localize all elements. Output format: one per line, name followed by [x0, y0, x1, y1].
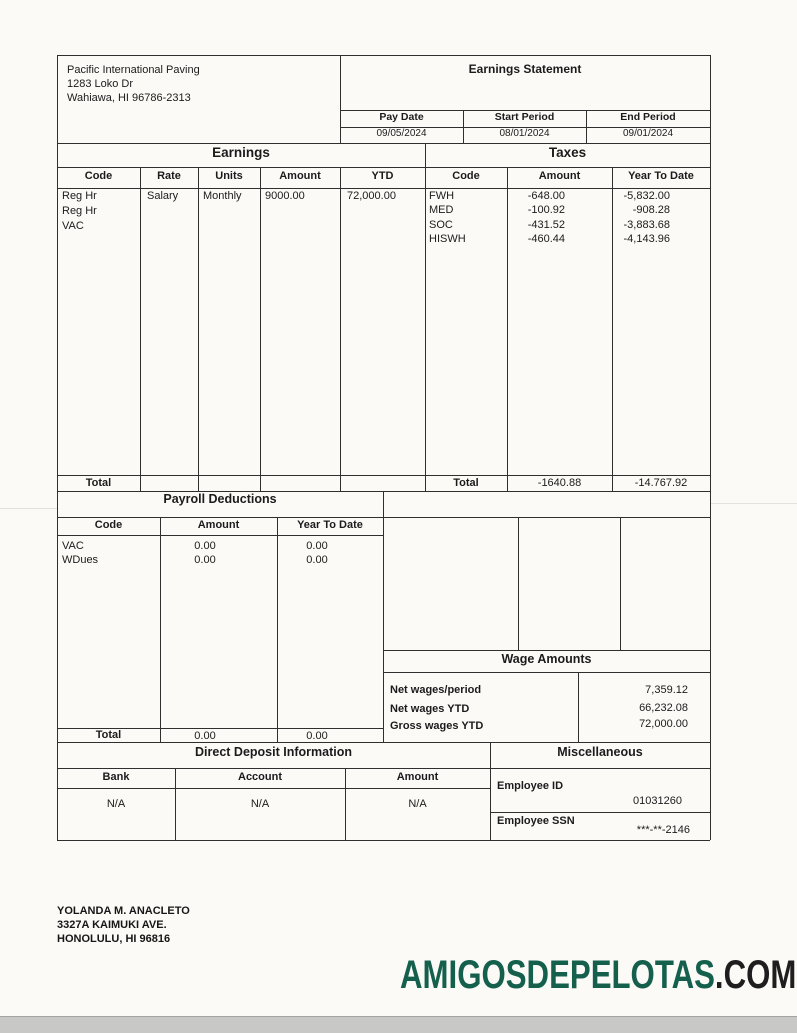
earnings-header-rate: Rate	[157, 170, 181, 182]
scan-edge-strip	[0, 1016, 797, 1033]
table-border	[620, 517, 621, 650]
earnings-cell-code: Reg Hr	[62, 190, 97, 202]
table-border	[57, 788, 490, 789]
taxes-cell-ytd: -5,832.00	[623, 190, 670, 202]
table-border	[57, 840, 710, 841]
dd-header-bank: Bank	[102, 771, 130, 783]
table-border	[490, 812, 710, 813]
company-address-line1: 1283 Loko Dr	[67, 78, 134, 90]
dd-cell-amount: N/A	[408, 798, 427, 810]
earnings-cell-ytd: 72,000.00	[347, 190, 396, 202]
pay-date-value: 09/05/2024	[376, 128, 427, 139]
deductions-cell-code: VAC	[62, 540, 84, 552]
dd-header-account: Account	[238, 771, 282, 783]
taxes-total-amount: -1640.88	[537, 477, 582, 489]
table-border	[260, 167, 261, 491]
deductions-header-code: Code	[94, 519, 123, 531]
earnings-cell-amount: 9000.00	[265, 190, 305, 202]
end-period-label: End Period	[620, 111, 676, 123]
earnings-section-title: Earnings	[212, 145, 270, 160]
deductions-total-ytd: 0.00	[306, 730, 328, 742]
earnings-cell-units: Monthly	[203, 190, 242, 202]
scan-crease	[710, 503, 797, 504]
table-border	[518, 517, 519, 650]
table-border	[710, 55, 711, 840]
deductions-cell-amount: 0.00	[194, 554, 216, 566]
start-period-label: Start Period	[494, 111, 555, 123]
table-border	[340, 167, 341, 491]
taxes-total-label: Total	[453, 477, 479, 489]
wage-row-label: Net wages YTD	[390, 703, 470, 715]
employee-id-label: Employee ID	[497, 780, 564, 792]
taxes-cell-code: FWH	[429, 190, 455, 202]
company-name: Pacific International Paving	[67, 64, 200, 76]
direct-deposit-section-title: Direct Deposit Information	[195, 745, 352, 759]
deductions-section-title: Payroll Deductions	[163, 492, 277, 506]
deductions-header-amount: Amount	[197, 519, 240, 531]
taxes-cell-ytd: -908.28	[632, 204, 670, 216]
taxes-cell-ytd: -3,883.68	[623, 219, 670, 231]
earnings-cell-code: Reg Hr	[62, 205, 97, 217]
taxes-cell-ytd: -4,143.96	[623, 233, 670, 245]
table-border	[198, 167, 199, 491]
wage-row-value: 7,359.12	[645, 684, 688, 696]
deductions-cell-ytd: 0.00	[306, 540, 328, 552]
employee-ssn-value: ***-**-2146	[636, 824, 690, 836]
misc-section-title: Miscellaneous	[557, 745, 643, 759]
earnings-header-ytd: YTD	[371, 170, 394, 182]
company-address-line2: Wahiawa, HI 96786-2313	[67, 92, 191, 104]
table-border	[383, 650, 710, 651]
wage-row-value: 72,000.00	[639, 718, 688, 730]
table-border	[57, 143, 710, 144]
taxes-header-code: Code	[452, 170, 480, 182]
watermark	[400, 953, 797, 998]
recipient-name: YOLANDA M. ANACLETO	[57, 905, 190, 917]
taxes-cell-amount: -460.44	[527, 233, 565, 245]
table-border	[425, 143, 426, 491]
taxes-cell-code: SOC	[429, 219, 453, 231]
watermark-site-name: AMIGOSDEPELOTAS	[400, 953, 715, 997]
wage-row-label: Gross wages YTD	[390, 720, 484, 732]
employee-ssn-label: Employee SSN	[497, 815, 575, 827]
earnings-cell-rate: Salary	[147, 190, 179, 202]
table-border	[383, 672, 710, 673]
table-border	[140, 167, 141, 491]
taxes-cell-amount: -648.00	[527, 190, 565, 202]
recipient-address-line2: HONOLULU, HI 96816	[57, 933, 171, 945]
deductions-cell-code: WDues	[62, 554, 99, 566]
taxes-total-ytd: -14.767.92	[634, 477, 688, 489]
deductions-header-ytd: Year To Date	[297, 519, 363, 531]
deductions-cell-ytd: 0.00	[306, 554, 328, 566]
taxes-cell-code: MED	[429, 204, 454, 216]
taxes-header-ytd: Year To Date	[628, 170, 694, 182]
earnings-header-amount: Amount	[279, 170, 321, 182]
end-period-value: 09/01/2024	[622, 128, 674, 139]
deductions-total-amount: 0.00	[194, 730, 216, 742]
table-border	[57, 768, 710, 769]
deductions-cell-amount: 0.00	[194, 540, 216, 552]
recipient-address-line1: 3327A KAIMUKI AVE.	[57, 919, 167, 931]
dd-header-amount: Amount	[396, 771, 439, 783]
scan-crease	[0, 508, 57, 509]
table-border	[57, 55, 710, 56]
wage-row-label: Net wages/period	[390, 684, 482, 696]
earnings-total-label: Total	[85, 477, 112, 489]
taxes-cell-amount: -431.52	[527, 219, 565, 231]
taxes-cell-amount: -100.92	[527, 204, 565, 216]
statement-title: Earnings Statement	[468, 62, 582, 76]
earnings-cell-code: VAC	[62, 220, 84, 232]
table-border	[383, 491, 384, 742]
watermark-domain-suffix: .COM	[714, 953, 797, 997]
pay-date-label: Pay Date	[379, 111, 424, 123]
wage-row-value: 66,232.08	[639, 702, 688, 714]
start-period-value: 08/01/2024	[499, 128, 550, 139]
wage-amounts-section-title: Wage Amounts	[501, 652, 592, 666]
employee-id-value: 01031260	[633, 795, 682, 807]
taxes-section-title: Taxes	[548, 145, 587, 160]
dd-cell-bank: N/A	[106, 798, 126, 810]
taxes-header-amount: Amount	[538, 170, 581, 182]
earnings-header-units: Units	[215, 170, 243, 182]
taxes-cell-code: HISWH	[429, 233, 466, 245]
earnings-header-code: Code	[84, 170, 113, 182]
dd-cell-account: N/A	[250, 798, 270, 810]
table-border	[57, 535, 383, 536]
deductions-total-label: Total	[95, 729, 122, 741]
